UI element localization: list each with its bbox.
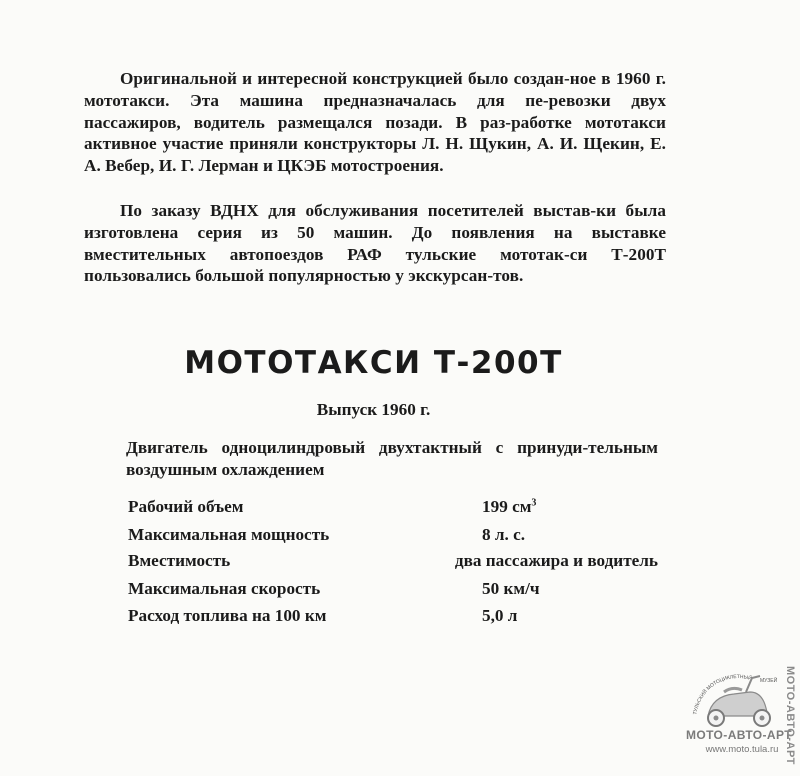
- unit-superscript: 3: [531, 497, 537, 509]
- spec-value: 50 км/ч: [482, 579, 540, 598]
- spec-value: два пассажира и водитель: [454, 551, 658, 570]
- museum-word: МУЗЕЙ: [760, 678, 778, 684]
- spec-label: Максимальная мощность: [128, 525, 330, 544]
- spec-value: 5,0 л: [482, 606, 518, 625]
- spec-label: Расход топлива на 100 км: [128, 606, 327, 625]
- model-title: МОТОТАКСИ Т-200Т: [184, 345, 563, 381]
- spec-value: 8 л. с.: [482, 525, 526, 544]
- spec-row-displacement: [0, 497, 800, 521]
- spec-label: Вместимость: [128, 551, 231, 570]
- spec-row-max-speed: [0, 579, 800, 603]
- spec-value: 199 $см^3$: [482, 497, 537, 516]
- museum-watermark-logo: [686, 662, 798, 774]
- spec-label: Максимальная скорость: [128, 579, 321, 598]
- brand-text: МОТО-АВТО-АРТ: [686, 728, 792, 742]
- spec-row-power: [0, 525, 800, 549]
- intro-paragraph-2: По заказу ВДНХ для обслуживания посетителей выстав-ки была изготовлена серия из 50 машин. До появления на выставке вместительных автопоездов РАФ тульские мототак-си Т-200Т пользовались большой популярностью у экскурсан-тов.: [84, 201, 666, 286]
- intro-paragraph-1: Оригинальной и интересной конструкцией было создан-ное в 1960 г. мототакси. Эта машина предназначалась для пе-ревозки двух пассажиров, водитель размещался позади. В раз-работке мототакси активное участие приняли конструкторы Л. Н. Щукин, А. И. Щекин, Е. А. Вебер, И. Г. Лерман и ЦКЭБ мотостроения.: [84, 69, 666, 176]
- website-url: www.moto.tula.ru: [705, 744, 779, 755]
- museum-arc-text: ТУЛЬСКИЙ МОТОЦИКЛЕТНЫЙ: [692, 673, 753, 716]
- spec-row-capacity: [0, 551, 800, 575]
- release-year: Выпуск 1960 г.: [316, 400, 431, 419]
- spec-row-fuel-consumption: [0, 606, 800, 630]
- spec-label: Рабочий объем: [128, 497, 244, 516]
- engine-description: Двигатель одноцилиндровый двухтактный с принуди-тельным воздушным охлаждением: [126, 438, 658, 479]
- brand-vertical-text: МОТО-АВТО-АРТ: [784, 666, 796, 765]
